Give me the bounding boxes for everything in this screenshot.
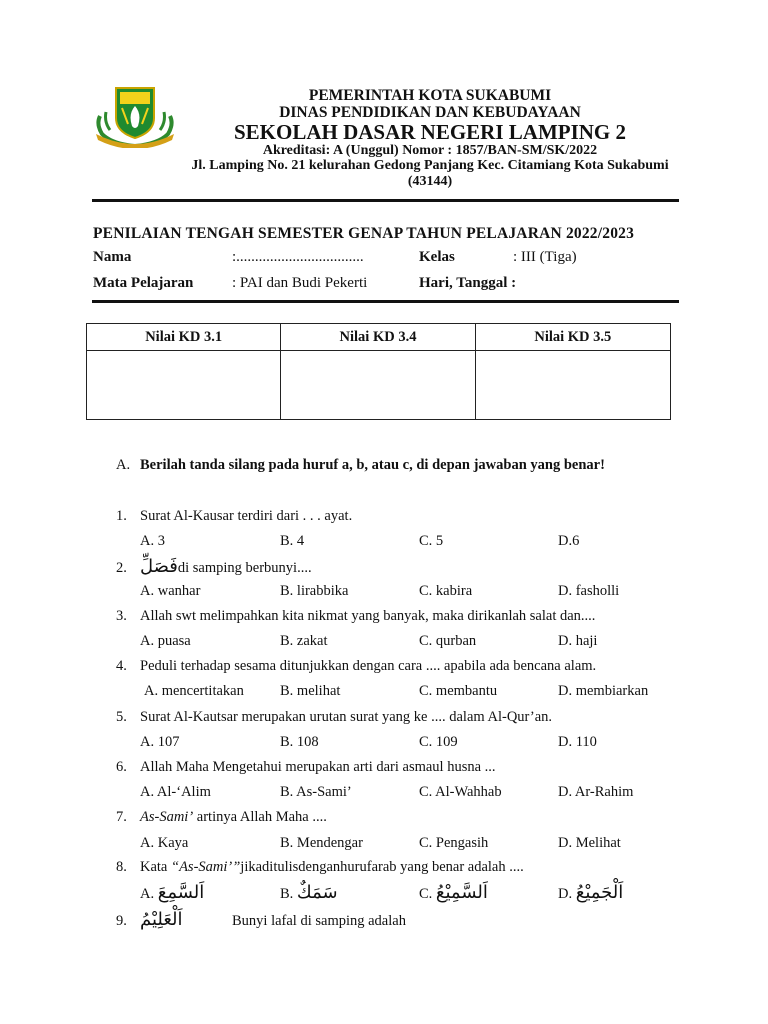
q3-option-a[interactable]: A. puasa: [140, 633, 191, 649]
arabic-option: اَلْجَمِيْعُ: [575, 882, 624, 903]
postal-code: (43144): [407, 174, 453, 189]
department-name: DINAS PENDIDIKAN DAN KEBUDAYAAN: [279, 104, 581, 121]
government-name: PEMERINTAH KOTA SUKABUMI: [308, 87, 552, 104]
q8-option-d[interactable]: [558, 882, 623, 903]
class-value: : III (Tiga): [513, 249, 577, 265]
question-text: Surat Al-Kautsar merupakan urutan surat yang ke .... dalam Al-Qur’an.: [140, 709, 553, 725]
question-2: [116, 556, 312, 577]
q2-option-b[interactable]: B. lirabbika: [280, 583, 349, 599]
question-text: Surat Al-Kausar terdiri dari . . . ayat.: [140, 508, 353, 524]
question-number: 7.: [116, 809, 127, 825]
section-instruction: Berilah tanda silang pada huruf a, b, atau c, di depan jawaban yang benar!: [140, 457, 605, 473]
score-cell-kd35[interactable]: [476, 351, 670, 419]
question-5: [116, 709, 552, 726]
option-letter: B.: [280, 886, 294, 902]
school-address: Jl. Lamping No. 21 kelurahan Gedong Panjang Kec. Citamiang Kota Sukabumi: [191, 158, 669, 173]
q5-option-d[interactable]: D. 110: [558, 734, 597, 750]
accreditation: Akreditasi: A (Unggul) Nomor : 1857/BAN-SM/SK/2022: [262, 143, 598, 158]
q2-option-d[interactable]: D. fasholli: [558, 583, 620, 599]
q3-option-b[interactable]: B. zakat: [280, 633, 328, 649]
q7-option-d[interactable]: D. Melihat: [558, 835, 621, 851]
question-term: “As-Sami’”: [171, 859, 241, 875]
option-letter: D.: [558, 886, 573, 902]
q7-option-c[interactable]: C. Pengasih: [419, 835, 489, 851]
arabic-option: اَلسَّمِعَ: [157, 882, 205, 903]
question-text: di samping berbunyi....: [177, 560, 312, 576]
q3-option-d[interactable]: D. haji: [558, 633, 598, 649]
class-label: Kelas: [419, 249, 455, 265]
question-text: Peduli terhadap sesama ditunjukkan dengan cara .... apabila ada bencana alam.: [140, 658, 597, 674]
header-divider: [92, 199, 679, 202]
score-cell-kd34[interactable]: [281, 351, 475, 419]
q1-option-d[interactable]: D.6: [558, 533, 580, 549]
question-text: jikaditulisdenganhurufarab yang benar adalah ....: [240, 859, 524, 875]
q8-option-c[interactable]: [419, 882, 488, 903]
question-text: Allah Maha Mengetahui merupakan arti dari asmaul husna ...: [140, 759, 496, 775]
name-field[interactable]: :..................................: [232, 249, 364, 265]
q1-option-a[interactable]: A. 3: [140, 533, 165, 549]
score-header-kd35: Nilai KD 3.5: [476, 324, 670, 351]
question-3: [116, 608, 595, 625]
section-letter: A.: [116, 457, 131, 473]
q4-option-c[interactable]: C. membantu: [419, 683, 498, 699]
q1-option-c[interactable]: C. 5: [419, 533, 444, 549]
q5-option-c[interactable]: C. 109: [419, 734, 458, 750]
q6-option-a[interactable]: A. Al-‘Alim: [140, 784, 211, 800]
question-7: [116, 809, 327, 826]
school-logo: [92, 84, 178, 148]
question-text: Bunyi lafal di samping adalah: [232, 913, 406, 929]
question-1: [116, 508, 352, 525]
question-prefix: Kata: [140, 859, 171, 875]
q8-option-a[interactable]: [140, 882, 204, 903]
q6-option-b[interactable]: B. As-Sami’: [280, 784, 352, 800]
question-term: As-Sami’: [140, 809, 194, 825]
exam-title: PENILAIAN TENGAH SEMESTER GENAP TAHUN PELAJARAN 2022/2023: [93, 225, 635, 242]
question-number: 3.: [116, 608, 127, 624]
question-number: 4.: [116, 658, 127, 674]
q6-option-d[interactable]: D. Ar-Rahim: [558, 784, 634, 800]
q7-option-b[interactable]: B. Mendengar: [280, 835, 363, 851]
q2-option-a[interactable]: A. wanhar: [140, 583, 201, 599]
question-number: 6.: [116, 759, 127, 775]
day-date-label: Hari, Tanggal :: [419, 275, 517, 291]
question-number: 2.: [116, 560, 127, 576]
subject-label: Mata Pelajaran: [93, 275, 194, 291]
arabic-word: فَصَلِّ: [140, 556, 178, 577]
q4-option-b[interactable]: B. melihat: [280, 683, 341, 699]
q7-option-a[interactable]: A. Kaya: [140, 835, 189, 851]
arabic-word: اَلْعَلِيْمُ: [140, 909, 183, 930]
score-header-kd31: Nilai KD 3.1: [87, 324, 281, 351]
q1-option-b[interactable]: B. 4: [280, 533, 305, 549]
question-number: 8.: [116, 859, 127, 875]
question-9: [116, 909, 406, 930]
subject-value: : PAI dan Budi Pekerti: [232, 275, 368, 291]
q8-option-b[interactable]: [280, 882, 338, 903]
q2-option-c[interactable]: C. kabira: [419, 583, 473, 599]
arabic-option: سَمَكٌ: [296, 882, 338, 903]
question-text: Allah swt melimpahkan kita nikmat yang banyak, maka dirikanlah salat dan....: [140, 608, 596, 624]
question-number: 1.: [116, 508, 127, 524]
q5-option-a[interactable]: A. 107: [140, 734, 180, 750]
question-8: [116, 859, 524, 876]
question-text: artinya Allah Maha ....: [193, 809, 327, 825]
info-divider: [92, 300, 679, 303]
name-label: Nama: [93, 249, 132, 265]
score-cell-kd31[interactable]: [87, 351, 281, 419]
question-number: 5.: [116, 709, 127, 725]
q4-option-d[interactable]: D. membiarkan: [558, 683, 649, 699]
question-6: [116, 759, 496, 776]
q4-option-a[interactable]: A. mencertitakan: [144, 683, 244, 699]
question-4: [116, 658, 596, 675]
q3-option-c[interactable]: C. qurban: [419, 633, 477, 649]
question-number: 9.: [116, 913, 127, 929]
arabic-option: اَلسَّمِيْعُ: [435, 882, 488, 903]
scores-table: [86, 323, 671, 420]
q5-option-b[interactable]: B. 108: [280, 734, 319, 750]
q6-option-c[interactable]: C. Al-Wahhab: [419, 784, 502, 800]
option-letter: A.: [140, 886, 155, 902]
section-a-heading: [116, 457, 605, 474]
school-name: SEKOLAH DASAR NEGERI LAMPING 2: [233, 120, 627, 144]
option-letter: C.: [419, 886, 433, 902]
score-header-kd34: Nilai KD 3.4: [281, 324, 475, 351]
